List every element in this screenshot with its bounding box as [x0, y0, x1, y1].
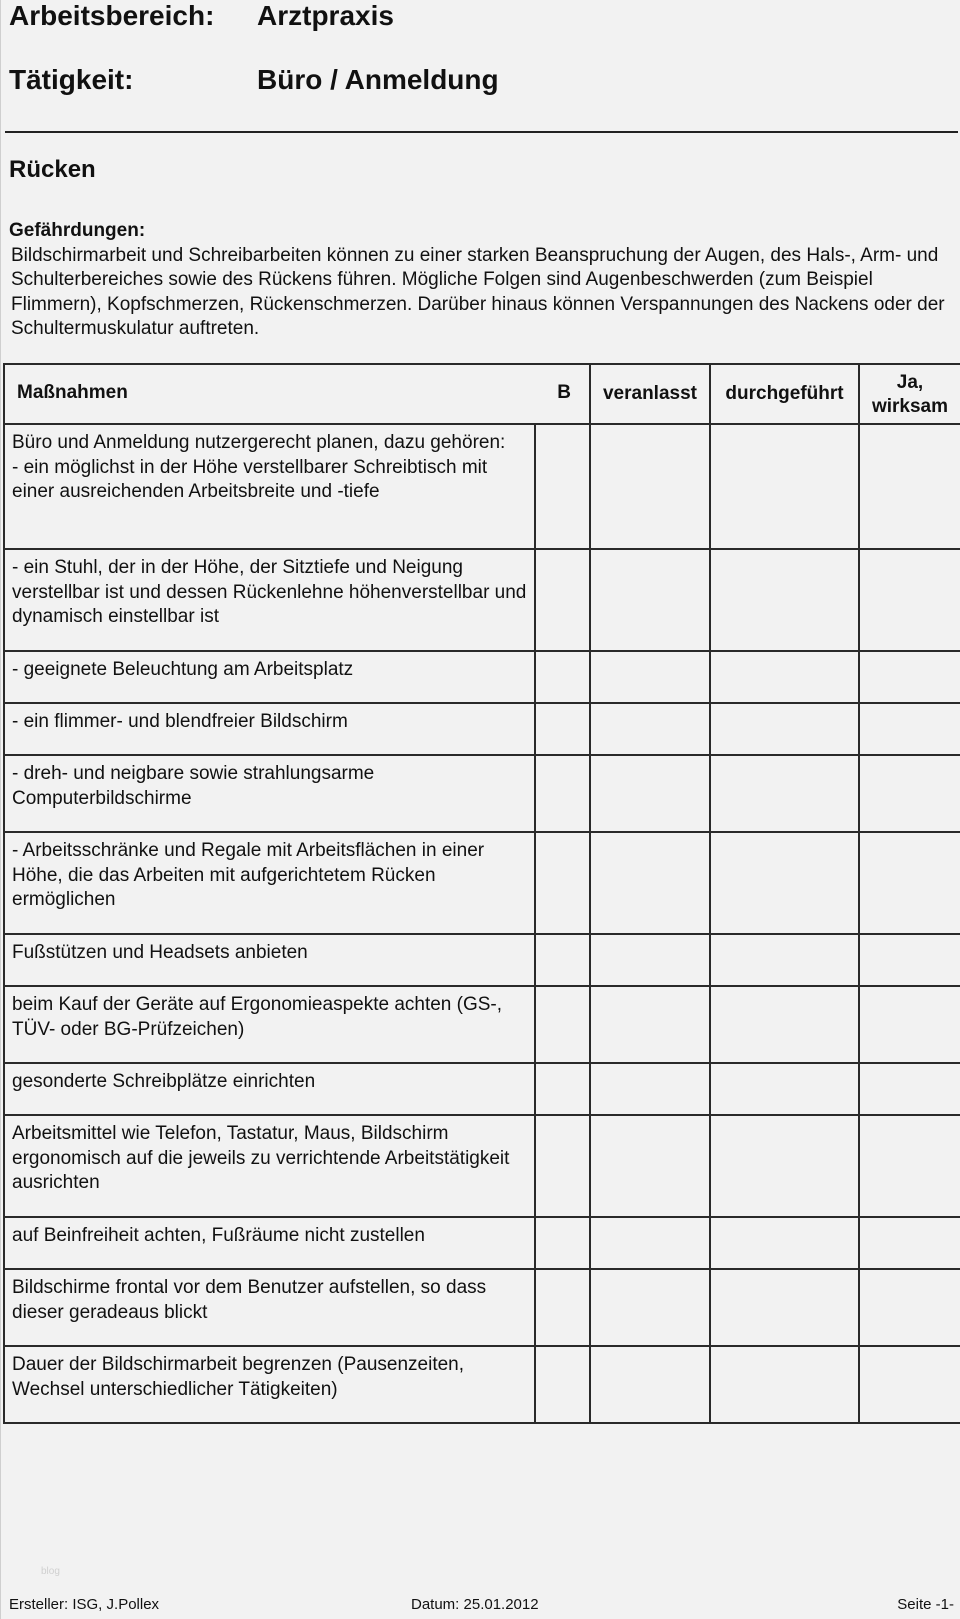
checkbox-done[interactable] — [710, 1063, 859, 1115]
checkbox-initiated[interactable] — [590, 755, 710, 832]
measure-text: gesonderte Schreibplätze einrichten — [4, 1063, 535, 1115]
checkbox-b[interactable] — [535, 1217, 590, 1269]
table-row — [4, 1269, 960, 1346]
table-row — [4, 703, 960, 755]
measure-text: Bildschirme frontal vor dem Benutzer aufstellen, so dass dieser geradeaus blickt — [4, 1269, 535, 1346]
header-measures: Maßnahmen — [17, 382, 128, 403]
checkbox-initiated[interactable] — [590, 1063, 710, 1115]
checkbox-b[interactable] — [535, 424, 590, 549]
table-header-row — [4, 364, 960, 424]
hazards-block — [9, 219, 955, 342]
checkbox-b[interactable] — [535, 651, 590, 703]
footer-page: Seite -1- — [897, 1596, 954, 1613]
checkbox-effective[interactable] — [859, 1269, 960, 1346]
checkbox-done[interactable] — [710, 651, 859, 703]
checkbox-done[interactable] — [710, 1269, 859, 1346]
footer-author: Ersteller: ISG, J.Pollex — [9, 1596, 160, 1613]
measure-text: Dauer der Bildschirmarbeit begrenzen (Pausenzeiten, Wechsel unterschiedlicher Tätigkeiten) — [4, 1346, 535, 1423]
section-title: Rücken — [9, 156, 96, 183]
checkbox-effective[interactable] — [859, 651, 960, 703]
checkbox-b[interactable] — [535, 934, 590, 986]
checkbox-effective[interactable] — [859, 1346, 960, 1423]
table-row — [4, 1063, 960, 1115]
measure-text: - ein flimmer- und blendfreier Bildschirm — [4, 703, 535, 755]
checkbox-initiated[interactable] — [590, 1346, 710, 1423]
table-row — [4, 1217, 960, 1269]
checkbox-effective[interactable] — [859, 755, 960, 832]
checkbox-effective[interactable] — [859, 703, 960, 755]
measure-text: Büro und Anmeldung nutzergerecht planen, dazu gehören: - ein möglichst in der Höhe verstellbarer Schreibtisch mit einer ausreichenden Arbeitsbreite und -tiefe — [4, 424, 535, 549]
checkbox-initiated[interactable] — [590, 549, 710, 651]
measure-text: - geeignete Beleuchtung am Arbeitsplatz — [4, 651, 535, 703]
area-value: Arztpraxis — [257, 0, 394, 31]
checkbox-b[interactable] — [535, 1269, 590, 1346]
checkbox-initiated[interactable] — [590, 986, 710, 1063]
checkbox-effective[interactable] — [859, 832, 960, 934]
header-initiated: veranlasst — [590, 364, 710, 424]
header-effective: Ja, wirksam — [859, 364, 960, 424]
checkbox-initiated[interactable] — [590, 1115, 710, 1217]
checkbox-b[interactable] — [535, 1115, 590, 1217]
checkbox-done[interactable] — [710, 755, 859, 832]
checkbox-initiated[interactable] — [590, 934, 710, 986]
measure-text: - dreh- und neigbare sowie strahlungsarme Computerbildschirme — [4, 755, 535, 832]
hazards-text: Bildschirmarbeit und Schreibarbeiten können zu einer starken Beanspruchung der Augen, des Hals-, Arm- und Schulterbereiches sowie des Rückens führen. Mögliche Folgen sind Augenbeschwerden (zum Beispiel Flimmern), Kopfschmerzen, Rückenschmerzen. Darüber hinaus können Verspannungen des Nackens oder der Schultermuskulatur auftreten. — [11, 244, 945, 339]
measures-table — [3, 363, 960, 1424]
activity-value: Büro / Anmeldung — [257, 64, 499, 95]
hazards-title: Gefährdungen: — [9, 220, 146, 241]
checkbox-b[interactable] — [535, 703, 590, 755]
table-row — [4, 1346, 960, 1423]
watermark: blog — [41, 1566, 60, 1577]
checkbox-b[interactable] — [535, 832, 590, 934]
checkbox-done[interactable] — [710, 703, 859, 755]
checkbox-initiated[interactable] — [590, 1269, 710, 1346]
table-row — [4, 651, 960, 703]
area-label: Arbeitsbereich: — [9, 0, 215, 31]
checkbox-done[interactable] — [710, 986, 859, 1063]
checkbox-initiated[interactable] — [590, 832, 710, 934]
measure-text: - ein Stuhl, der in der Höhe, der Sitztiefe und Neigung verstellbar ist und dessen Rückenlehne höhenverstellbar und dynamisch einstellbar ist — [4, 549, 535, 651]
header-divider — [5, 131, 958, 133]
checkbox-effective[interactable] — [859, 986, 960, 1063]
checkbox-initiated[interactable] — [590, 424, 710, 549]
checkbox-b[interactable] — [535, 1063, 590, 1115]
checkbox-effective[interactable] — [859, 934, 960, 986]
checkbox-b[interactable] — [535, 755, 590, 832]
table-row — [4, 549, 960, 651]
measure-text: beim Kauf der Geräte auf Ergonomieaspekte achten (GS-, TÜV- oder BG-Prüfzeichen) — [4, 986, 535, 1063]
header-b: B — [557, 382, 571, 403]
measure-text: - Arbeitsschränke und Regale mit Arbeitsflächen in einer Höhe, die das Arbeiten mit aufgerichtetem Rücken ermöglichen — [4, 832, 535, 934]
checkbox-b[interactable] — [535, 1346, 590, 1423]
checkbox-effective[interactable] — [859, 1063, 960, 1115]
checkbox-done[interactable] — [710, 1115, 859, 1217]
checkbox-effective[interactable] — [859, 1217, 960, 1269]
measure-text: Arbeitsmittel wie Telefon, Tastatur, Maus, Bildschirm ergonomisch auf die jeweils zu verrichtende Arbeitstätigkeit ausrichten — [4, 1115, 535, 1217]
table-body — [4, 424, 960, 1423]
table-row — [4, 755, 960, 832]
table-row — [4, 986, 960, 1063]
checkbox-done[interactable] — [710, 549, 859, 651]
table-row — [4, 832, 960, 934]
checkbox-done[interactable] — [710, 1217, 859, 1269]
checkbox-initiated[interactable] — [590, 703, 710, 755]
table-row — [4, 424, 960, 549]
table-row — [4, 934, 960, 986]
checkbox-effective[interactable] — [859, 549, 960, 651]
checkbox-done[interactable] — [710, 934, 859, 986]
footer-date: Datum: 25.01.2012 — [411, 1596, 539, 1613]
measure-text: auf Beinfreiheit achten, Fußräume nicht zustellen — [4, 1217, 535, 1269]
checkbox-done[interactable] — [710, 424, 859, 549]
checkbox-initiated[interactable] — [590, 651, 710, 703]
checkbox-done[interactable] — [710, 1346, 859, 1423]
checkbox-effective[interactable] — [859, 424, 960, 549]
checkbox-b[interactable] — [535, 549, 590, 651]
measure-text: Fußstützen und Headsets anbieten — [4, 934, 535, 986]
checkbox-b[interactable] — [535, 986, 590, 1063]
header-done: durchgeführt — [710, 364, 859, 424]
checkbox-initiated[interactable] — [590, 1217, 710, 1269]
table-row — [4, 1115, 960, 1217]
header-measures-cell — [4, 364, 590, 424]
checkbox-done[interactable] — [710, 832, 859, 934]
activity-label: Tätigkeit: — [9, 64, 134, 95]
checkbox-effective[interactable] — [859, 1115, 960, 1217]
